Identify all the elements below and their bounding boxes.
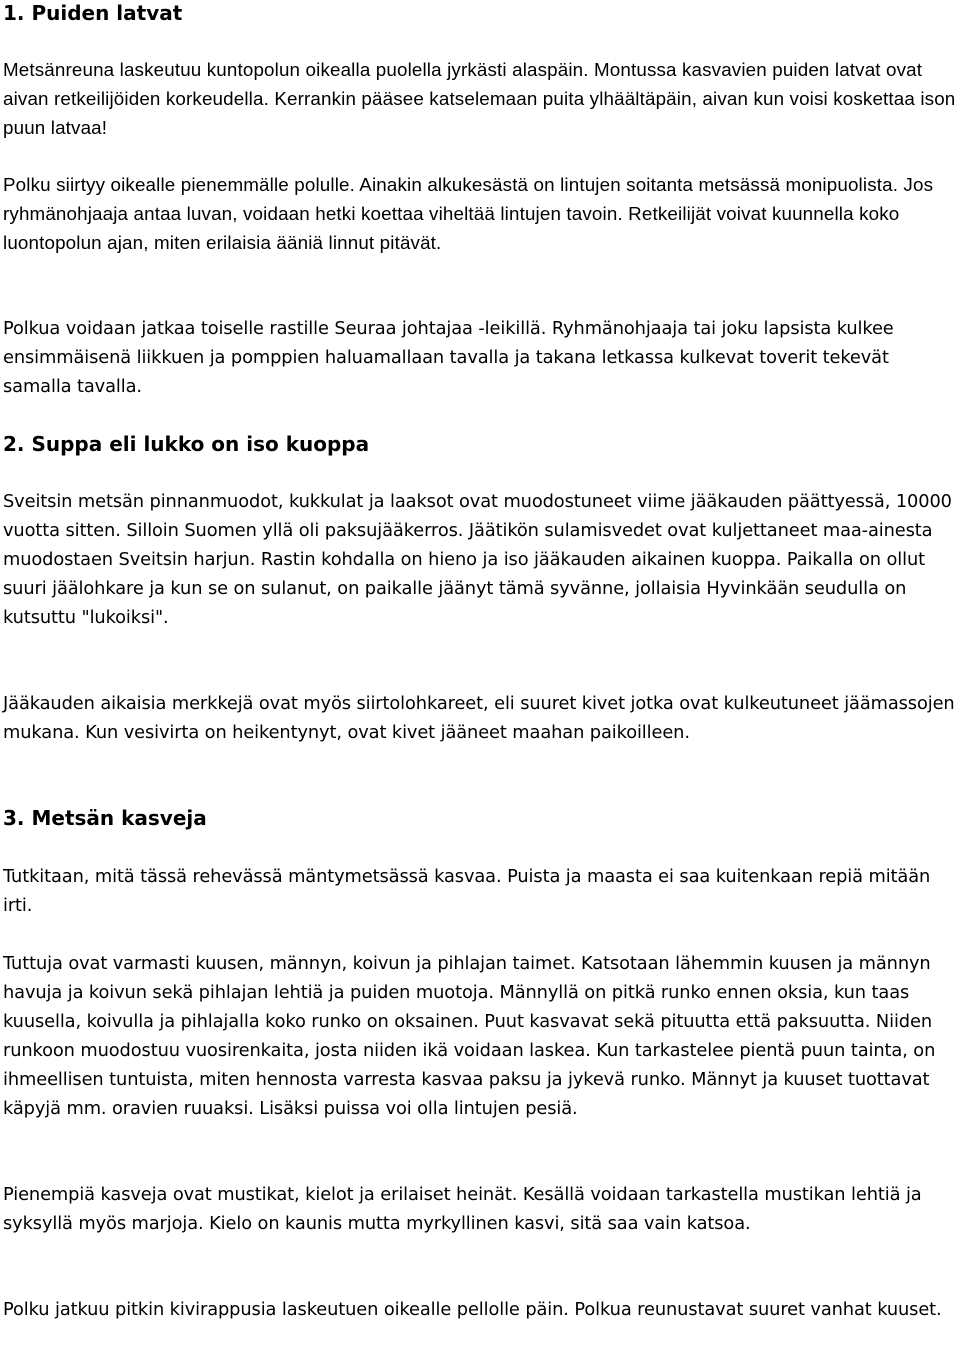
paragraph: Pienempiä kasveja ovat mustikat, kielot ja erilaiset heinät. Kesällä voidaan tarkastella mustikan lehtiä ja syksyllä myös marjoja. Kielo on kaunis mutta myrkyllinen kasvi, sitä saa vain katsoa.: [3, 1184, 922, 1234]
paragraph: Metsänreuna laskeutuu kuntopolun oikealla puolella jyrkästi alaspäin. Montussa kasvavien puiden latvat ovat aivan retkeilijöiden korkeudella. Kerrankin pääsee katselemaan puita ylhäältäpäin, aivan kun voisi koskettaa ison puun latvaa!: [3, 59, 956, 138]
paragraph: Tutkitaan, mitä tässä rehevässä mäntymetsässä kasvaa. Puista ja maasta ei saa kuitenkaan repiä mitään irti.: [3, 866, 931, 916]
paragraph: Polkua voidaan jatkaa toiselle rastille Seuraa johtajaa -leikillä. Ryhmänohjaaja tai joku lapsista kulkee ensimmäisenä liikkuen ja pomppien haluamallaan tavalla ja takana letkassa kulkevat toverit tekevät samalla tavalla.: [3, 318, 894, 397]
paragraph: Tuttuja ovat varmasti kuusen, männyn, koivun ja pihlajan taimet. Katsotaan lähemmin kuusen ja männyn havuja ja koivun sekä pihlajan lehtiä ja puiden muotoja. Männyllä on pitkä runko ennen oksia, kun taas kuusella, koivulla ja pihlajalla koko runko on oksainen. Puut kasvavat sekä pituutta että paksuutta. Niiden runkoon muodostuu vuosirenkaita, josta niiden ikä voidaan laskea. Kun tarkastelee pientä puun tainta, on ihmeellisen tuntuista, miten hennosta varresta kasvaa paksu ja jykevä runko. Männyt ja kuuset tuottavat käpyjä mm. oravien ruuaksi. Lisäksi puissa voi olla lintujen pesiä.: [3, 953, 936, 1119]
section-heading-1: 1. Puiden latvat: [3, 1, 183, 25]
paragraph: Polku siirtyy oikealle pienemmälle polulle. Ainakin alkukesästä on lintujen soitanta metsässä monipuolista. Jos ryhmänohjaaja antaa luvan, voidaan hetki koettaa viheltää lintujen tavoin. Retkeilijät voivat kuunnella koko luontopolun ajan, miten erilaisia ääniä linnut pitävät.: [3, 174, 934, 253]
paragraph: Jääkauden aikaisia merkkejä ovat myös siirtolohkareet, eli suuret kivet jotka ovat kulkeutuneet jäämassojen mukana. Kun vesivirta on heikentynyt, ovat kivet jääneet maahan paikoilleen.: [3, 693, 955, 743]
section-heading-2: 2. Suppa eli lukko on iso kuoppa: [3, 432, 370, 456]
section-heading-3: 3. Metsän kasveja: [3, 806, 207, 830]
paragraph: Sveitsin metsän pinnanmuodot, kukkulat ja laaksot ovat muodostuneet viime jääkauden päättyessä, 10000 vuotta sitten. Silloin Suomen yllä oli paksujääkerros. Jäätikön sulamisvedet ovat kuljettaneet maa-ainesta muodostaen Sveitsin harjun. Rastin kohdalla on hieno ja iso jääkauden aikainen kuoppa. Paikalla on ollut suuri jäälohkare ja kun se on sulanut, on paikalle jäänyt tämä syvänne, jollaisia Hyvinkään seudulla on kutsuttu "lukoiksi".: [3, 491, 952, 628]
paragraph: Polku jatkuu pitkin kivirappusia laskeutuen oikealle pellolle päin. Polkua reunustavat suuret vanhat kuuset.: [3, 1299, 942, 1320]
